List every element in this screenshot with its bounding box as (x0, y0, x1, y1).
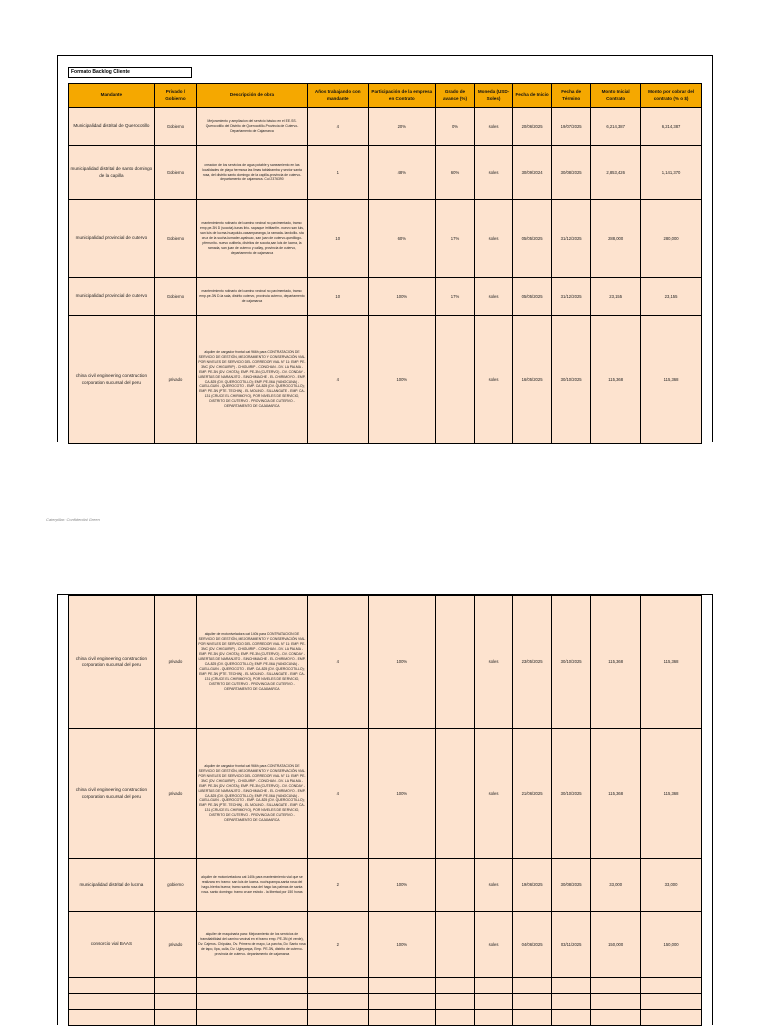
cell-anios: 4 (307, 108, 368, 146)
cell-monto: 6,214,387 (591, 108, 641, 146)
cell-inicio: 05/05/2025 (513, 278, 552, 316)
cell-tipo: Gobierno (154, 108, 196, 146)
table-row (69, 912, 702, 978)
backlog-table-page-1 (68, 83, 702, 444)
cell-monto: 115,368 (591, 729, 641, 859)
cell-monto: 33,000 (591, 859, 641, 912)
cell-tipo: Gobierno (154, 146, 196, 200)
cell-avance: 17% (435, 278, 474, 316)
cell-participacion: 100% (368, 912, 435, 978)
cell-avance: 17% (435, 200, 474, 278)
cell-termino: 03/11/2025 (552, 912, 591, 978)
cell-participacion: 20% (368, 108, 435, 146)
cell-anios: 2 (307, 912, 368, 978)
cell-participacion: 100% (368, 316, 435, 444)
cell-inicio: 04/06/2025 (513, 912, 552, 978)
cell-mandante: china civil engineering construction corporation sucursal del peru (69, 729, 155, 859)
cell-moneda: soles (475, 278, 513, 316)
cell-tipo: privado (154, 316, 196, 444)
cell-cobrar: 115,368 (641, 729, 702, 859)
cell-participacion: 60% (368, 200, 435, 278)
cell-monto: 2,853,426 (591, 146, 641, 200)
cell-tipo: Gobierno (154, 200, 196, 278)
cell-tipo: Gobierno (154, 278, 196, 316)
table-row (69, 108, 702, 146)
cell-inicio: 16/05/2025 (513, 316, 552, 444)
cell-cobrar: 6,214,387 (641, 108, 702, 146)
cell-participacion: 100% (368, 729, 435, 859)
table-row (69, 278, 702, 316)
cell-inicio: 19/06/2025 (513, 859, 552, 912)
cell-moneda: soles (475, 729, 513, 859)
header-avance: Grado de avance (%) (435, 84, 474, 108)
cell-mandante: municipalidad provincial de cutervo (69, 200, 155, 278)
cell-descripcion: creacion de los servicios de agua potable y saneamiento en las localidades de playa hermosa las limas tablabamba y sector santa rosa, del distrito santo domingo de la capilla-provincia de cutervo- departamento de cajamarca. Cui 2376390 (197, 146, 308, 200)
table-row (69, 596, 702, 729)
cell-descripcion: mantenimiento rutinario del camino vecinal no pavimentado, tramo: emp.pe-3N D (socota)-tunas lirio- sapaque irrititanfirr- nuevo san luis, san luis de lucma-huayululo-casamparanga, la ramada- landoillo- sta cruz de la sucha-lumader-ayahuac, san juan de cutervo-quedllogo- pferrunito- nuevo cutibela, distritos de socota,san luis de lucma, la ramada, san juan de cutervo y callay, provincia de cutervo, departamento de cajamarca (197, 200, 308, 278)
cell-moneda: soles (475, 316, 513, 444)
cell-participacion: 100% (368, 859, 435, 912)
cell-avance (435, 859, 474, 912)
header-inicio: Fecha de Inicio (513, 84, 552, 108)
cell-cobrar: 33,000 (641, 859, 702, 912)
cell-tipo: gobierno (154, 859, 196, 912)
cell-tipo: privado (154, 729, 196, 859)
header-descripcion: Descripción de obra (197, 84, 308, 108)
confidential-footer: Caterpillar: Confidential Green (46, 517, 100, 522)
cell-termino: 30/08/2025 (552, 146, 591, 200)
cell-descripcion: alquiler de motoniveladora cat 140k para CONTRATACION DE SERVICIO DE GESTIÓN, MEJORAMIENTO Y CONSERVACIÓN VIAL POR NIVELES DE SERVICIO DEL CORREDOR VIAL N° 11: EMP. PE-3NC (DV. CHIGUIRIP) - CHIGUIRIP - CONCHAN - DV. LA PALMA - EMP. PE-3N (DV. CHOTA); EMP. PE-3N (CUTERVO) - DV. CONDAY - LIBERTAS DE NARANJITO - SINCHIMACHE - EL CHIRIMOYO - EMP. CA-825 (DV. QUEROCOTILLO); EMP. PE-06A (YANOCUNA) - CUELLGUIN - QUEROCOTO - EMP. CA-825 (DV. QUEROCOTILLO); EMP. PE-3N (PTE. TECHIN) - EL MOLINO - SILLANGATE - EMP. CA-131 (CRUCE EL CHIRIMOYO), POR NIVELES DE SERVICIO, DISTRITO DE CUTERVO - PROVINCIA DE CUTERVO - DEPARTAMENTO DE CAJAMARCA (197, 596, 308, 729)
empty-row (69, 994, 702, 1010)
header-mandante: Mandante (69, 84, 155, 108)
cell-cobrar: 115,368 (641, 316, 702, 444)
cell-termino: 30/08/2025 (552, 859, 591, 912)
backlog-table-page-2 (68, 595, 702, 1026)
cell-cobrar: 150,000 (641, 912, 702, 978)
header-cobrar: Monto por cobrar del contrato (% o $) (641, 84, 702, 108)
cell-termino: 30/10/2025 (552, 729, 591, 859)
cell-inicio: 30/09/2024 (513, 146, 552, 200)
cell-descripcion: alquiler de cargador frontal cat 966h para CONTRATACION DE SERVICIO DE GESTIÓN, MEJORAMIENTO Y CONSERVACIÓN VIAL POR NIVELES DE SERVICIO DEL CORREDOR VIAL N° 11: EMP. PE-3NC (DV. CHIGUIRIP) - CHIGUIRIP - CONCHAN - DV. LA PALMA - EMP. PE-3N (DV. CHOTA); EMP. PE-3N (CUTERVO) - DV. CONDAY - LIBERTAS DE NARANJITO - SINCHIMACHE - EL CHIRIMOYO - EMP. CA-825 (DV. QUEROCOTILLO); EMP. PE-06A (YANOCUNA) - CUELLGUIN - QUEROCOTO - EMP. CA-825 (DV. QUEROCOTILLO); EMP. PE-3N (PTE. TECHIN) - EL MOLINO - SILLANGATE - EMP. CA-131 (CRUCE EL CHIRIMOYO), POR NIVELES DE SERVICIO, DISTRITO DE CUTERVO - PROVINCIA DE CUTERVO - DEPARTAMENTO DE CAJAMARCA (197, 729, 308, 859)
cell-avance (435, 729, 474, 859)
empty-row (69, 978, 702, 994)
cell-cobrar: 23,155 (641, 278, 702, 316)
cell-termino: 30/10/2025 (552, 316, 591, 444)
header-termino: Fecha de Término (552, 84, 591, 108)
cell-anios: 1 (307, 146, 368, 200)
cell-moneda: soles (475, 108, 513, 146)
cell-monto: 115,368 (591, 596, 641, 729)
header-moneda: Moneda (USD-Soles) (475, 84, 513, 108)
cell-anios: 4 (307, 596, 368, 729)
cell-monto: 288,000 (591, 200, 641, 278)
table-row (69, 316, 702, 444)
cell-mandante: consorcio vial BAAS (69, 912, 155, 978)
cell-anios: 4 (307, 729, 368, 859)
cell-termino: 31/12/2025 (552, 200, 591, 278)
table-row (69, 200, 702, 278)
cell-inicio: 20/06/2025 (513, 108, 552, 146)
cell-moneda: soles (475, 912, 513, 978)
cell-cobrar: 1,141,370 (641, 146, 702, 200)
cell-mandante: municipalidad distrital de lucma (69, 859, 155, 912)
cell-monto: 150,000 (591, 912, 641, 978)
cell-tipo: privado (154, 596, 196, 729)
cell-inicio: 23/05/2025 (513, 596, 552, 729)
cell-avance: 60% (435, 146, 474, 200)
cell-descripcion: alquiler de maquinaria para: Mejoramiento de los servicios de transitabilidad del camino vecinal en el tramo emp. PE-3N (el verde), Dv. Cajeros- Chipulao, Dv. Primero de mayo, La parcha, Dv. Santo rosa de tapo, Ilpa, culla, Dv. Ugleyanpa, Emp. PE-3N, distrito de cutervo- provincia de cutervo- departamento de cajamarca (197, 912, 308, 978)
cell-avance (435, 596, 474, 729)
sheet-title: Formato Backlog Cliente (68, 67, 192, 78)
cell-monto: 115,368 (591, 316, 641, 444)
cell-moneda: soles (475, 146, 513, 200)
cell-anios: 10 (307, 278, 368, 316)
cell-avance (435, 316, 474, 444)
header-anios: Años trabajando con mandante (307, 84, 368, 108)
cell-tipo: privado (154, 912, 196, 978)
cell-monto: 23,155 (591, 278, 641, 316)
cell-descripcion: alquiler de cargador frontal cat 966h para CONTRATACION DE SERVICIO DE GESTIÓN, MEJORAMIENTO Y CONSERVACIÓN VIAL POR NIVELES DE SERVICIO DEL CORREDOR VIAL N° 11: EMP. PE-3NC (DV. CHIGUIRIP) - CHIGUIRIP - CONCHAN - DV. LA PALMA - EMP. PE-3N (DV. CHOTA); EMP. PE-3N (CUTERVO) - DV. CONDAY - LIBERTAS DE NARANJITO - SINCHIMACHE - EL CHIRIMOYO - EMP. CA-825 (DV. QUEROCOTILLO); EMP. PE-06A (YANOCUNA) - CUELLGUIN - QUEROCOTO - EMP. CA-825 (DV. QUEROCOTILLO); EMP. PE-3N (PTE. TECHIN) - EL MOLINO - SILLANGATE - EMP. CA-131 (CRUCE EL CHIRIMOYO), POR NIVELES DE SERVICIO, DISTRITO DE CUTERVO - PROVINCIA DE CUTERVO - DEPARTAMENTO DE CAJAMARCA (197, 316, 308, 444)
cell-anios: 2 (307, 859, 368, 912)
cell-inicio: 21/06/2025 (513, 729, 552, 859)
page-2 (57, 594, 713, 1025)
cell-termino: 31/12/2025 (552, 278, 591, 316)
table-row (69, 146, 702, 200)
cell-participacion: 100% (368, 278, 435, 316)
cell-avance (435, 912, 474, 978)
cell-mandante: china civil engineering construction corporation sucursal del peru (69, 316, 155, 444)
cell-mandante: municipalidad provincial de cutervo (69, 278, 155, 316)
page-1 (57, 55, 713, 442)
cell-moneda: soles (475, 596, 513, 729)
header-monto: Monto Inicial Contrato (591, 84, 641, 108)
cell-descripcion: Mejoramiento y ampliacion del servicio básico en el EE.SS. Querocotillo del Distrito de Querocotillo-Provincia de Cutervo-Departamento de Cajamarca (197, 108, 308, 146)
table-row (69, 729, 702, 859)
cell-avance: 0% (435, 108, 474, 146)
cell-cobrar: 280,000 (641, 200, 702, 278)
cell-moneda: soles (475, 859, 513, 912)
cell-anios: 10 (307, 200, 368, 278)
header-participacion: Participación de la empresa en Contrato (368, 84, 435, 108)
cell-inicio: 05/05/2025 (513, 200, 552, 278)
header-tipo: Privado / Gobierno (154, 84, 196, 108)
cell-participacion: 100% (368, 596, 435, 729)
table-row (69, 859, 702, 912)
empty-row (69, 1010, 702, 1026)
cell-moneda: soles (475, 200, 513, 278)
cell-participacion: 48% (368, 146, 435, 200)
header-row (69, 84, 702, 108)
cell-termino: 30/10/2025 (552, 596, 591, 729)
cell-mandante: Municipalidad distrital de Querocotillo (69, 108, 155, 146)
cell-descripcion: alquiler de motoniveladora cat 140k para mantenimiento vial que se realizara en: tramo: san luis de lucma- nuchupampa-santa rosa del hago-hierba buena; tramo santa rosa del hago las palmas de santa rosa- santo domingo: tramo cruce esbolo - la libertad por 150 horas (197, 859, 308, 912)
cell-anios: 4 (307, 316, 368, 444)
cell-cobrar: 115,368 (641, 596, 702, 729)
cell-termino: 19/07/2025 (552, 108, 591, 146)
cell-mandante: china civil engineering construction corporation sucursal del peru (69, 596, 155, 729)
cell-mandante: municipalidad distrital de santo domingo de la capilla (69, 146, 155, 200)
cell-descripcion: mantenimiento rutinario del camino vecinal no pavimentado, tramo: emp.pe-3N D-la sala, distrito cutervo, provincia cutervo, departamento de cajamarca (197, 278, 308, 316)
